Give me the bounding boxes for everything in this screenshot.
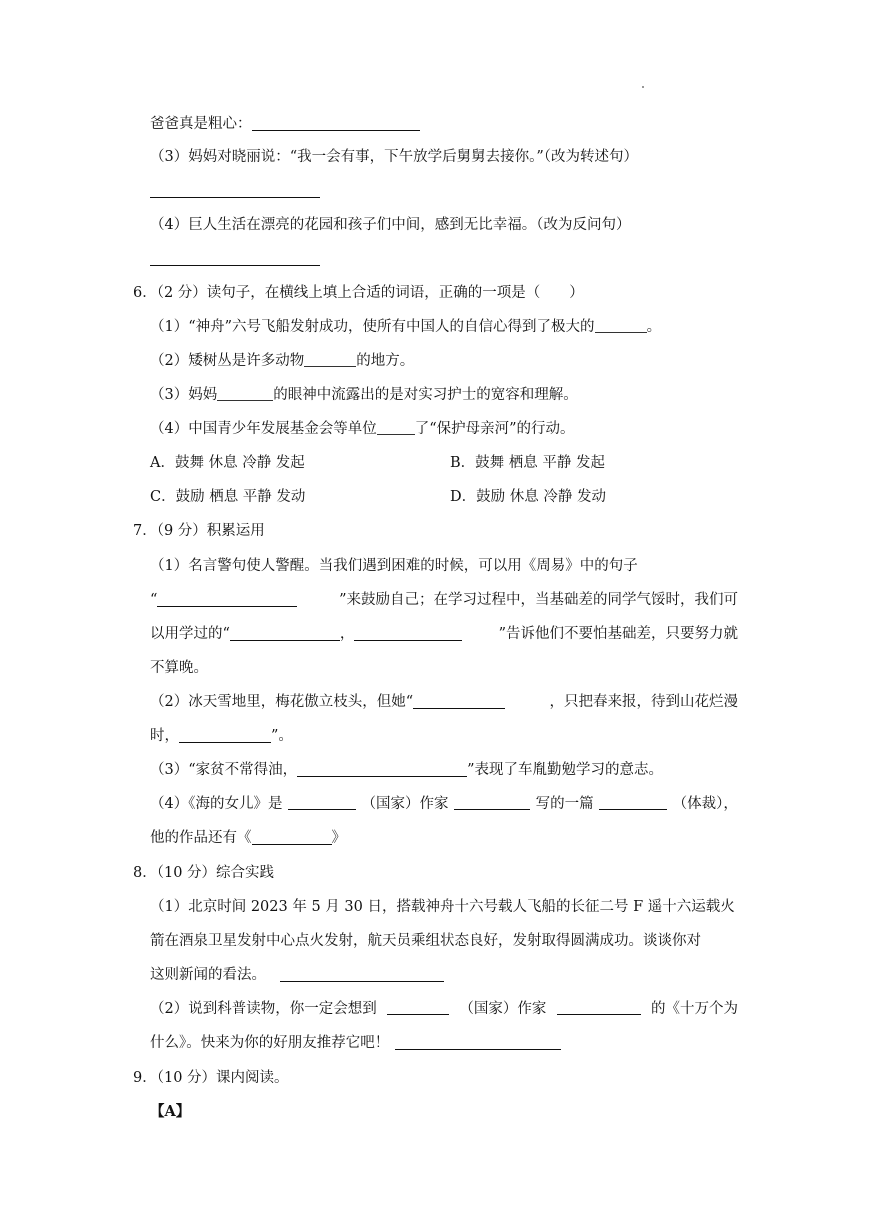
q7-p2-line2: 时， ”。 — [150, 728, 293, 744]
answer-blank[interactable] — [395, 1034, 561, 1050]
answer-blank[interactable] — [304, 352, 356, 367]
q7-p4-line1: （4）《海的女儿》是 （国家）作家 写的一篇 （体裁）， — [150, 796, 738, 812]
q8-p1-line2: 箭在酒泉卫星发射中心点火发射，航天员乘组状态良好，发射取得圆满成功。谈谈你对 — [150, 933, 701, 949]
q8-p2-line1: （2）说到科普读物，你一定会想到 （国家）作家 的《十万个为 — [150, 1001, 738, 1017]
q7-p3: （3）“家贫不常得油， ”表现了车胤勤勉学习的意志。 — [150, 762, 664, 778]
q6-sentence-4: （4）中国青少年发展基金会等单位 了“保护母亲河”的行动。 — [150, 421, 575, 437]
q6-option-d[interactable]: D．鼓励 休息 冷静 发动 — [450, 489, 606, 505]
q8-p1-line1: （1）北京时间 2023 年 5 月 30 日，搭载神舟十六号载人飞船的长征二号 F 遥十六运载火 — [150, 899, 735, 915]
answer-blank[interactable] — [230, 625, 340, 641]
answer-blank[interactable] — [454, 794, 530, 810]
answer-blank[interactable] — [150, 196, 320, 198]
q7-p1-line1: （1）名言警句使人警醒。当我们遇到困难的时候，可以用《周易》中的句子 — [150, 558, 638, 574]
answer-blank[interactable] — [354, 625, 462, 641]
answer-blank[interactable] — [288, 794, 356, 810]
q7-p4-line2: 他的作品还有《 》 — [150, 830, 346, 846]
answer-blank[interactable] — [413, 693, 505, 709]
q7-stem: 7．（9 分）积累运用 — [133, 523, 265, 539]
q6-option-a[interactable]: A．鼓舞 休息 冷静 发起 — [150, 455, 305, 471]
page-dot — [642, 86, 644, 88]
q8-stem: 8．（10 分）综合实践 — [133, 865, 275, 881]
answer-blank[interactable] — [150, 264, 320, 266]
answer-blank[interactable] — [252, 829, 332, 845]
q9-stem: 9．（10 分）课内阅读。 — [133, 1070, 289, 1086]
answer-blank[interactable] — [252, 115, 420, 131]
q6-sentence-2: （2）矮树丛是许多动物 的地方。 — [150, 353, 415, 369]
answer-blank[interactable] — [297, 761, 467, 777]
answer-blank[interactable] — [157, 591, 297, 607]
q6-sentence-3: （3）妈妈 的眼神中流露出的是对实习护士的宽容和理解。 — [150, 387, 578, 403]
answer-blank[interactable] — [179, 727, 271, 743]
q5-dad-line: 爸爸真是粗心： — [150, 114, 420, 134]
q9-section-label: 【A】 — [150, 1103, 191, 1120]
q8-p2-line2: 什么》。快来为你的好朋友推荐它吧！ — [150, 1033, 561, 1053]
q6-option-c[interactable]: C．鼓励 栖息 平静 发动 — [150, 489, 306, 505]
answer-blank[interactable] — [217, 386, 273, 401]
q5-item3: （3）妈妈对晓丽说：“我一会有事，下午放学后舅舅去接你。”（改为转述句） — [150, 149, 639, 165]
q5-item4: （4）巨人生活在漂亮的花园和孩子们中间，感到无比幸福。（改为反问句） — [150, 217, 631, 233]
q7-p1-line3: 以用学过的“ ， ”告诉他们不要怕基础差，只要努力就 — [150, 626, 738, 642]
q6-option-b[interactable]: B．鼓舞 栖息 平静 发起 — [450, 455, 605, 471]
q6-stem: 6．（2 分）读句子，在横线上填上合适的词语，正确的一项是（ ） — [133, 285, 584, 301]
answer-blank[interactable] — [557, 999, 641, 1015]
answer-blank[interactable] — [595, 318, 647, 333]
answer-blank[interactable] — [377, 420, 415, 435]
answer-blank[interactable] — [387, 999, 449, 1015]
q7-p1-line4: 不算晚。 — [150, 660, 208, 676]
answer-blank[interactable] — [599, 794, 667, 810]
answer-blank[interactable] — [280, 966, 444, 982]
q6-sentence-1: （1）“神舟”六号飞船发射成功，使所有中国人的自信心得到了极大的 。 — [150, 319, 662, 335]
q8-p1-line3: 这则新闻的看法。 — [150, 965, 444, 985]
q7-p1-line2: “ ”来鼓励自己；在学习过程中，当基础差的同学气馁时，我们可 — [150, 592, 738, 608]
q7-p2-line1: （2）冰天雪地里，梅花傲立枝头，但她“ ，只把春来报，待到山花烂漫 — [150, 694, 738, 710]
